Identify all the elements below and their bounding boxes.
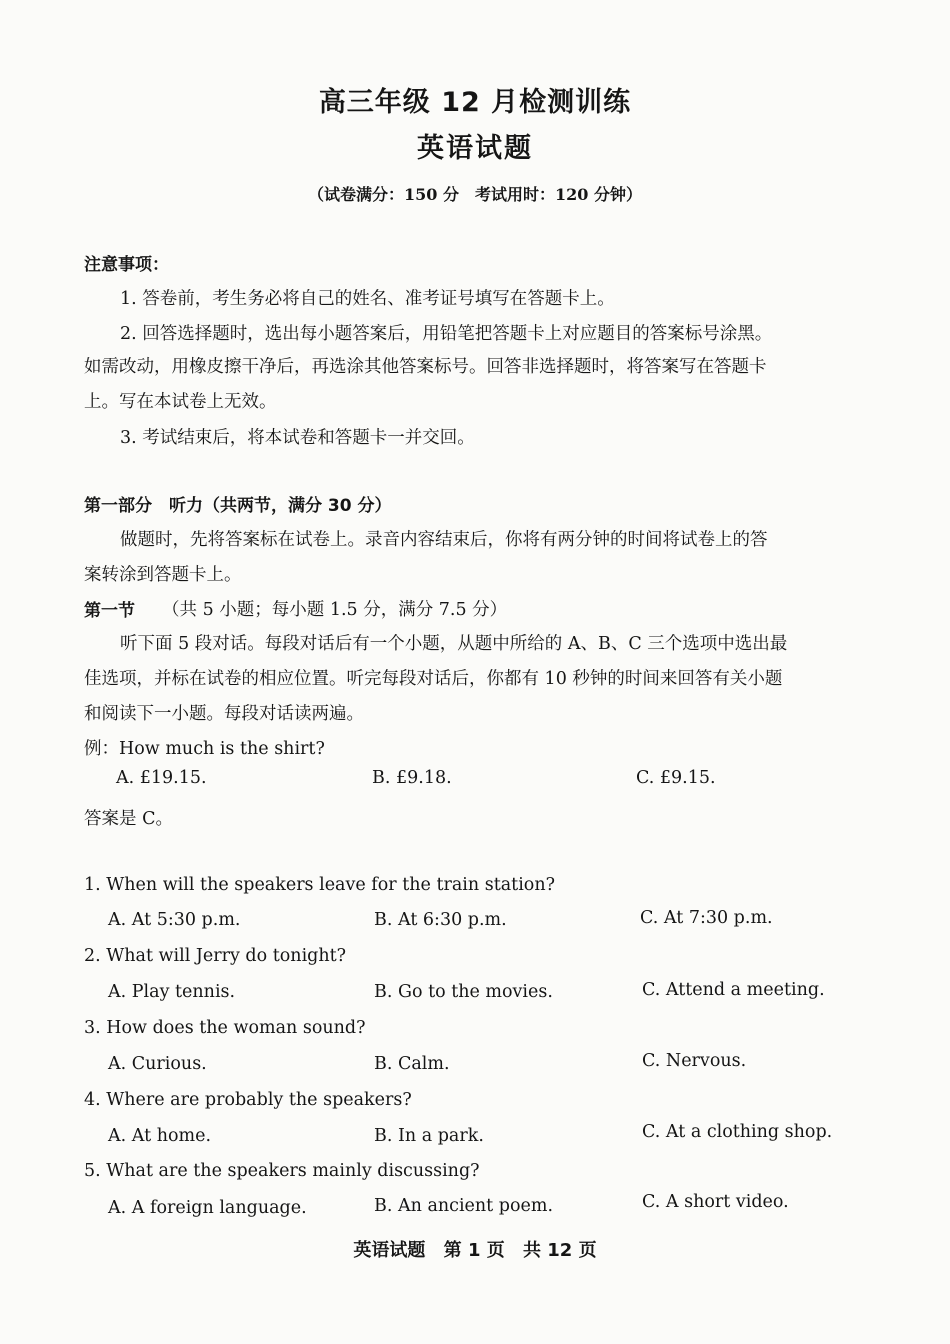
question-option-b: B. Go to the movies. bbox=[374, 982, 553, 1002]
notice-line: 3. 考试结束后，将本试卷和答题卡一并交回。 bbox=[120, 428, 475, 448]
question-option-c: C. A short video. bbox=[642, 1192, 789, 1212]
section-info: （共 5 小题；每小题 1.5 分，满分 7.5 分） bbox=[162, 600, 508, 620]
exam-subject: 英语试题 bbox=[417, 133, 533, 164]
example-question: 例：How much is the shirt? bbox=[84, 739, 325, 759]
question-stem: 5. What are the speakers mainly discussing? bbox=[84, 1161, 480, 1181]
example-option-b: B. £9.18. bbox=[372, 768, 452, 788]
question-option-b: B. In a park. bbox=[374, 1126, 484, 1146]
example-option-a: A. £19.15. bbox=[116, 768, 207, 788]
part1-intro: 案转涂到答题卡上。 bbox=[84, 565, 242, 585]
notice-line: 1. 答卷前，考生务必将自己的姓名、准考证号填写在答题卡上。 bbox=[120, 289, 615, 309]
question-stem: 1. When will the speakers leave for the train station? bbox=[84, 875, 555, 895]
question-stem: 3. How does the woman sound? bbox=[84, 1018, 366, 1038]
section-intro: 佳选项，并标在试卷的相应位置。听完每段对话后，你都有 10 秒钟的时间来回答有关小题 bbox=[84, 669, 783, 689]
part1-heading: 第一部分 听力（共两节，满分 30 分） bbox=[84, 496, 392, 516]
question-option-b: B. At 6:30 p.m. bbox=[374, 910, 507, 930]
question-option-c: C. At a clothing shop. bbox=[642, 1122, 833, 1142]
question-option-a: A. Curious. bbox=[108, 1054, 207, 1074]
section-intro: 听下面 5 段对话。每段对话后有一个小题，从题中所给的 A、B、C 三个选项中选出最 bbox=[120, 634, 788, 654]
question-option-b: B. An ancient poem. bbox=[374, 1196, 554, 1216]
example-option-c: C. £9.15. bbox=[636, 768, 716, 788]
question-stem: 2. What will Jerry do tonight? bbox=[84, 946, 347, 966]
exam-title: 高三年级 12 月检测训练 bbox=[318, 87, 632, 118]
part1-intro: 做题时，先将答案标在试卷上。录音内容结束后，你将有两分钟的时间将试卷上的答 bbox=[120, 530, 768, 550]
question-option-a: A. At 5:30 p.m. bbox=[108, 910, 241, 930]
question-option-c: C. At 7:30 p.m. bbox=[640, 908, 773, 928]
footer-total-pages: 共 12 页 bbox=[523, 1240, 597, 1261]
notice-line: 2. 回答选择题时，选出每小题答案后，用铅笔把答题卡上对应题目的答案标号涂黑。 bbox=[120, 324, 773, 344]
question-option-a: A. Play tennis. bbox=[108, 982, 236, 1002]
section-heading: 第一节 bbox=[84, 601, 135, 621]
exam-info: （试卷满分：150 分 考试用时：120 分钟） bbox=[308, 185, 642, 204]
notice-line: 上。写在本试卷上无效。 bbox=[84, 392, 277, 412]
question-option-a: A. A foreign language. bbox=[108, 1198, 307, 1218]
question-stem: 4. Where are probably the speakers? bbox=[84, 1090, 412, 1110]
footer-subject: 英语试题 bbox=[353, 1240, 426, 1261]
section-intro: 和阅读下一小题。每段对话读两遍。 bbox=[84, 704, 364, 724]
question-option-c: C. Attend a meeting. bbox=[642, 980, 825, 1000]
page-footer bbox=[0, 1236, 950, 1262]
example-answer: 答案是 C。 bbox=[84, 809, 173, 829]
question-option-a: A. At home. bbox=[108, 1126, 212, 1146]
notice-heading: 注意事项： bbox=[84, 255, 169, 275]
notice-line: 如需改动，用橡皮擦干净后，再选涂其他答案标号。回答非选择题时，将答案写在答题卡 bbox=[84, 357, 767, 377]
footer-page-number: 第 1 页 bbox=[443, 1240, 505, 1261]
question-option-b: B. Calm. bbox=[374, 1054, 450, 1074]
question-option-c: C. Nervous. bbox=[642, 1051, 747, 1071]
